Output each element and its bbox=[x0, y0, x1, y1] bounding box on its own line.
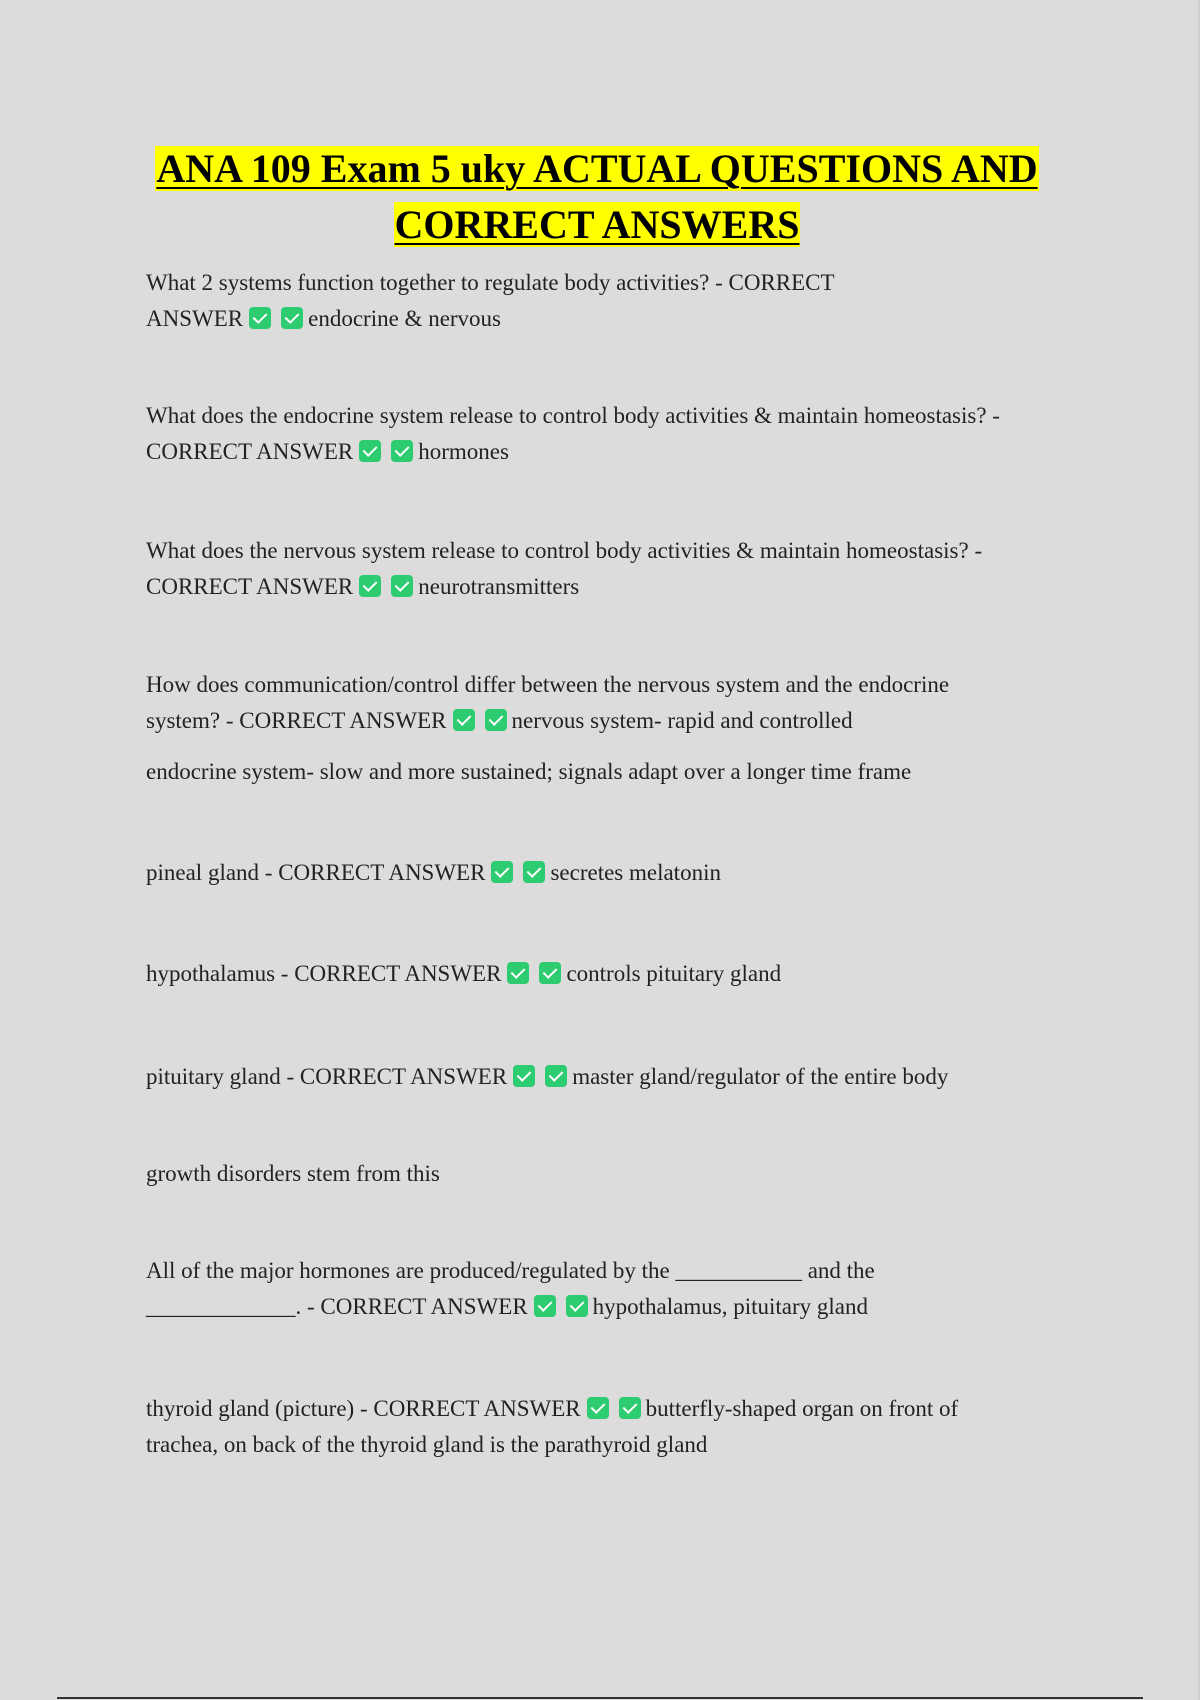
qa-item-7 bbox=[146, 1059, 1066, 1095]
check-mark-icon bbox=[249, 307, 271, 329]
answer-text: master gland/regulator of the entire body bbox=[572, 1064, 949, 1089]
check-mark-icon bbox=[491, 861, 513, 883]
answer-text: hormones bbox=[418, 439, 509, 464]
answer-text-cont: trachea, on back of the thyroid gland is the parathyroid gland bbox=[146, 1432, 708, 1457]
qa-item-9 bbox=[146, 1391, 1066, 1463]
question-text: How does communication/control differ between the nervous system and the endocrine bbox=[146, 672, 950, 697]
qa-item-6 bbox=[146, 956, 1066, 992]
answer-text: nervous system- rapid and controlled bbox=[511, 708, 853, 733]
question-text-cont: CORRECT ANSWER bbox=[146, 439, 354, 464]
qa-item-8 bbox=[146, 1253, 1066, 1325]
qa-item-3 bbox=[146, 533, 1066, 605]
answer-text-cont: endocrine system- slow and more sustained; signals adapt over a longer time frame bbox=[146, 759, 912, 784]
question-text-cont: _____________. - CORRECT ANSWER bbox=[146, 1294, 528, 1319]
qa-item-5 bbox=[146, 855, 1066, 891]
answer-continuation bbox=[146, 1156, 1066, 1192]
title-line-2: CORRECT ANSWERS bbox=[394, 202, 800, 247]
answer-text: controls pituitary gland bbox=[566, 961, 782, 986]
answer-continuation bbox=[146, 754, 1066, 790]
question-text: All of the major hormones are produced/regulated by the ___________ and the bbox=[146, 1258, 875, 1283]
question-text: pituitary gland - CORRECT ANSWER bbox=[146, 1064, 508, 1089]
question-text: hypothalamus - CORRECT ANSWER bbox=[146, 961, 502, 986]
answer-text-cont: growth disorders stem from this bbox=[146, 1161, 440, 1186]
check-mark-icon bbox=[453, 709, 475, 731]
check-mark-icon bbox=[281, 307, 303, 329]
check-mark-icon bbox=[619, 1397, 641, 1419]
check-mark-icon bbox=[587, 1397, 609, 1419]
answer-text: hypothalamus, pituitary gland bbox=[592, 1294, 868, 1319]
question-text: thyroid gland (picture) - CORRECT ANSWER bbox=[146, 1396, 581, 1421]
question-text: What 2 systems function together to regulate body activities? - CORRECT bbox=[146, 270, 835, 295]
qa-item-4 bbox=[146, 667, 1066, 739]
check-mark-icon bbox=[391, 575, 413, 597]
question-text-cont: CORRECT ANSWER bbox=[146, 574, 354, 599]
page-bottom-rule bbox=[57, 1697, 1143, 1699]
check-mark-icon bbox=[359, 575, 381, 597]
check-mark-icon bbox=[513, 1065, 535, 1087]
check-mark-icon bbox=[507, 962, 529, 984]
question-text: pineal gland - CORRECT ANSWER bbox=[146, 860, 486, 885]
answer-text: endocrine & nervous bbox=[308, 306, 502, 331]
qa-item-2 bbox=[146, 398, 1066, 470]
qa-item-1 bbox=[146, 265, 1066, 337]
document-title bbox=[146, 141, 1048, 253]
answer-text: neurotransmitters bbox=[418, 574, 580, 599]
question-text-cont: ANSWER bbox=[146, 306, 244, 331]
check-mark-icon bbox=[359, 440, 381, 462]
title-line-1: ANA 109 Exam 5 uky ACTUAL QUESTIONS AND bbox=[156, 146, 1038, 191]
answer-text: secretes melatonin bbox=[550, 860, 721, 885]
question-text: What does the endocrine system release to control body activities & maintain homeostasis? - bbox=[146, 403, 1000, 428]
check-mark-icon bbox=[534, 1295, 556, 1317]
check-mark-icon bbox=[539, 962, 561, 984]
question-text-cont: system? - CORRECT ANSWER bbox=[146, 708, 447, 733]
answer-text: butterfly-shaped organ on front of bbox=[645, 1396, 959, 1421]
check-mark-icon bbox=[485, 709, 507, 731]
question-text: What does the nervous system release to control body activities & maintain homeostasis? - bbox=[146, 538, 983, 563]
check-mark-icon bbox=[545, 1065, 567, 1087]
check-mark-icon bbox=[523, 861, 545, 883]
check-mark-icon bbox=[391, 440, 413, 462]
check-mark-icon bbox=[566, 1295, 588, 1317]
